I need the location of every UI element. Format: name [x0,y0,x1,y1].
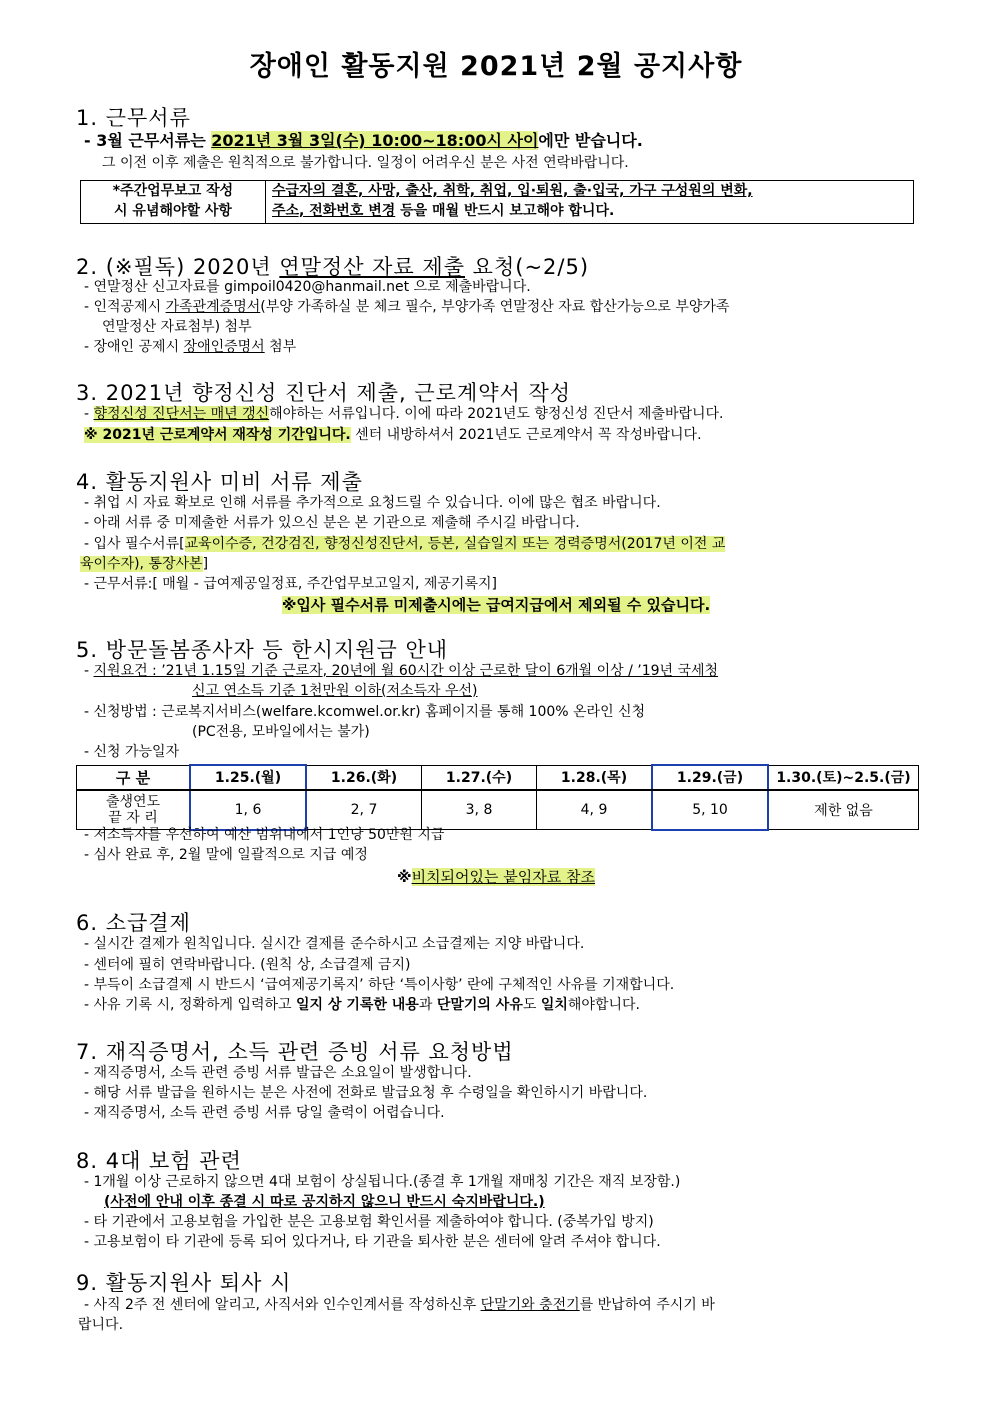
table-row [77,790,919,830]
s9-line-1: - 사직 2주 전 센터에 알리고, 사직서와 인수인계서를 작성하신후 단말기와 충전기를 반납하여 주시기 바 [84,1297,715,1313]
s2-line-4: - 장애인 공제시 장애인증명서 첨부 [84,339,297,355]
s1-line-2: 그 이전 이후 제출은 원칙적으로 불가합니다. 일정이 어려우신 분은 사전 연락바랍니다. [102,155,629,171]
section-8-heading: 8. 4대 보험 관련 [76,1149,242,1173]
s7-line-3: - 재직증명서, 소득 관련 증빙 서류 당일 출력이 어렵습니다. [84,1105,445,1121]
table-cell: 1, 6 [190,790,306,830]
s2-line-1: - 연말정산 신고자료를 gimpoil0420@hanmail.net 으로 제출바랍니다. [84,279,531,295]
table-header-cell: 1.28.(목) [537,765,653,790]
s5-line-4: (PC전용, 모바일에서는 불가) [192,724,370,740]
section-9-heading: 9. 활동지원사 퇴사 시 [76,1271,292,1295]
s3-line-1: - 향정신성 진단서는 매년 갱신해야하는 서류입니다. 이에 따라 2021년도 향정신성 진단서 제출바랍니다. [84,406,724,422]
s7-line-2: - 해당 서류 발급을 원하시는 분은 사전에 전화로 발급요청 후 수령일을 확인하시기 바랍니다. [84,1085,648,1101]
section-1-heading: 1. 근무서류 [76,106,191,130]
s5-line-3: - 신청방법 : 근로복지서비스(welfare.kcomwel.or.kr) 홈페이지를 통해 100% 온라인 신청 [84,704,646,720]
s5-attachment-note: ※비치되어있는 붙임자료 참조 [396,868,595,886]
s1-weekly-report-box [80,180,914,224]
s2-line-2: - 인적공제시 가족관계증명서(부양 가족하실 분 체크 필수, 부양가족 연말정산 자료 합산가능으로 부양가족 [84,299,730,315]
application-schedule-table [76,764,919,831]
table-header-row [77,765,919,790]
s1-box-content: 수급자의 결혼, 사망, 출산, 취학, 취업, 입·퇴원, 출·입국, 가구 구성원의 변화, 주소, 전화번호 변경 등을 매월 반드시 보고해야 합니다. [272,183,753,219]
section-6-heading: 6. 소급결제 [76,911,191,935]
s9-line-2: 랍니다. [78,1317,124,1333]
s8-line-2: (사전에 안내 이후 종결 시 따로 공지하지 않으니 반드시 숙지바랍니다.) [104,1194,545,1210]
table-cell: 2, 7 [306,790,422,830]
table-cell: 제한 없음 [768,790,919,830]
s8-line-3: - 타 기관에서 고용보험을 가입한 분은 고용보험 확인서를 제출하여야 합니다. (중복가입 방지) [84,1214,654,1230]
section-4-heading: 4. 활동지원사 미비 서류 제출 [76,470,363,494]
s6-line-3: - 부득이 소급결제 시 반드시 ‘급여제공기록지’ 하단 ‘특이사항’ 란에 구체적인 사유를 기재합니다. [84,977,675,993]
s4-line-5: - 근무서류:[ 매월 - 급여제공일정표, 주간업무보고일지, 제공기록지] [84,576,497,592]
page-title: 장애인 활동지원 2021년 2월 공지사항 [249,51,743,82]
s8-line-4: - 고용보험이 타 기관에 등록 되어 있다거나, 타 기관을 퇴사한 분은 센터에 알려 주셔야 합니다. [84,1234,661,1250]
s4-line-4: 육이수자), 통장사본] [80,556,209,572]
s6-line-1: - 실시간 결제가 원칙입니다. 실시간 결제를 준수하시고 소급결제는 지양 바랍니다. [84,936,585,952]
s1-box-label: *주간업무보고 작성 시 유념해야할 사항 [81,181,266,223]
table-header-cell: 1.27.(수) [422,765,537,790]
s1-deadline-highlight: 2021년 3월 3일(수) 10:00~18:00시 사이 [211,131,539,150]
s4-line-3: - 입사 필수서류[교육이수증, 건강검진, 향정신성진단서, 등본, 실습일지 또는 경력증명서(2017년 이전 교 [84,536,726,552]
section-2-heading: 2. (※필독) 2020년 연말정산 자료 제출 요청(~2/5) [76,255,590,279]
s6-line-2: - 센터에 필히 연락바랍니다. (원칙 상, 소급결제 금지) [84,957,411,973]
s5-line-5: - 신청 가능일자 [84,744,180,760]
table-cell: 5, 10 [652,790,768,830]
s5-line-7: - 심사 완료 후, 2월 말에 일괄적으로 지급 예정 [84,847,368,863]
section-7-heading: 7. 재직증명서, 소득 관련 증빙 서류 요청방법 [76,1040,514,1064]
table-header-cell: 1.26.(화) [306,765,422,790]
s3-line-2: ※ 2021년 근로계약서 재작성 기간입니다. 센터 내방하셔서 2021년도 근로계약서 꼭 작성바랍니다. [84,427,702,443]
s5-line-6: - 저소득자를 우선하여 예산 범위내에서 1인당 50만원 지급 [84,827,445,843]
table-cell: 4, 9 [537,790,653,830]
section-5-heading: 5. 방문돌봄종사자 등 한시지원금 안내 [76,638,449,662]
s1-line-1: - 3월 근무서류는 2021년 3월 3일(수) 10:00~18:00시 사이에만 받습니다. [84,131,643,150]
s5-line-1: - 지원요건 : ’21년 1.15일 기준 근로자, 20년에 월 60시간 이상 근로한 달이 6개월 이상 / ’19년 국세청 [84,663,719,679]
s4-warning: ※입사 필수서류 미제출시에는 급여지급에서 제외될 수 있습니다. [281,596,711,614]
s8-line-1: - 1개월 이상 근로하지 않으면 4대 보험이 상실됩니다.(종결 후 1개월 재매칭 기간은 재직 보장함.) [84,1174,681,1190]
table-cell: 3, 8 [422,790,537,830]
table-row-label: 출생연도 끝 자 리 [77,790,191,830]
s4-line-1: - 취업 시 자료 확보로 인해 서류를 추가적으로 요청드릴 수 있습니다. 이에 많은 협조 바랍니다. [84,495,661,511]
table-header-cell: 1.29.(금) [652,765,768,790]
section-3-heading: 3. 2021년 향정신성 진단서 제출, 근로계약서 작성 [76,381,572,405]
table-header-cell: 구 분 [77,765,191,790]
table-header-cell: 1.30.(토)~2.5.(금) [768,765,919,790]
table-header-cell: 1.25.(월) [190,765,306,790]
s4-line-2: - 아래 서류 중 미제출한 서류가 있으신 분은 본 기관으로 제출해 주시길 바랍니다. [84,515,580,531]
s5-line-2: 신고 연소득 기준 1천만원 이하(저소득자 우선) [192,683,478,699]
s2-line-3: 연말정산 자료첨부) 첨부 [102,319,252,335]
s6-line-4: - 사유 기록 시, 정확하게 입력하고 일지 상 기록한 내용과 단말기의 사유도 일치해야합니다. [84,997,640,1013]
s7-line-1: - 재직증명서, 소득 관련 증빙 서류 발급은 소요일이 발생합니다. [84,1065,472,1081]
